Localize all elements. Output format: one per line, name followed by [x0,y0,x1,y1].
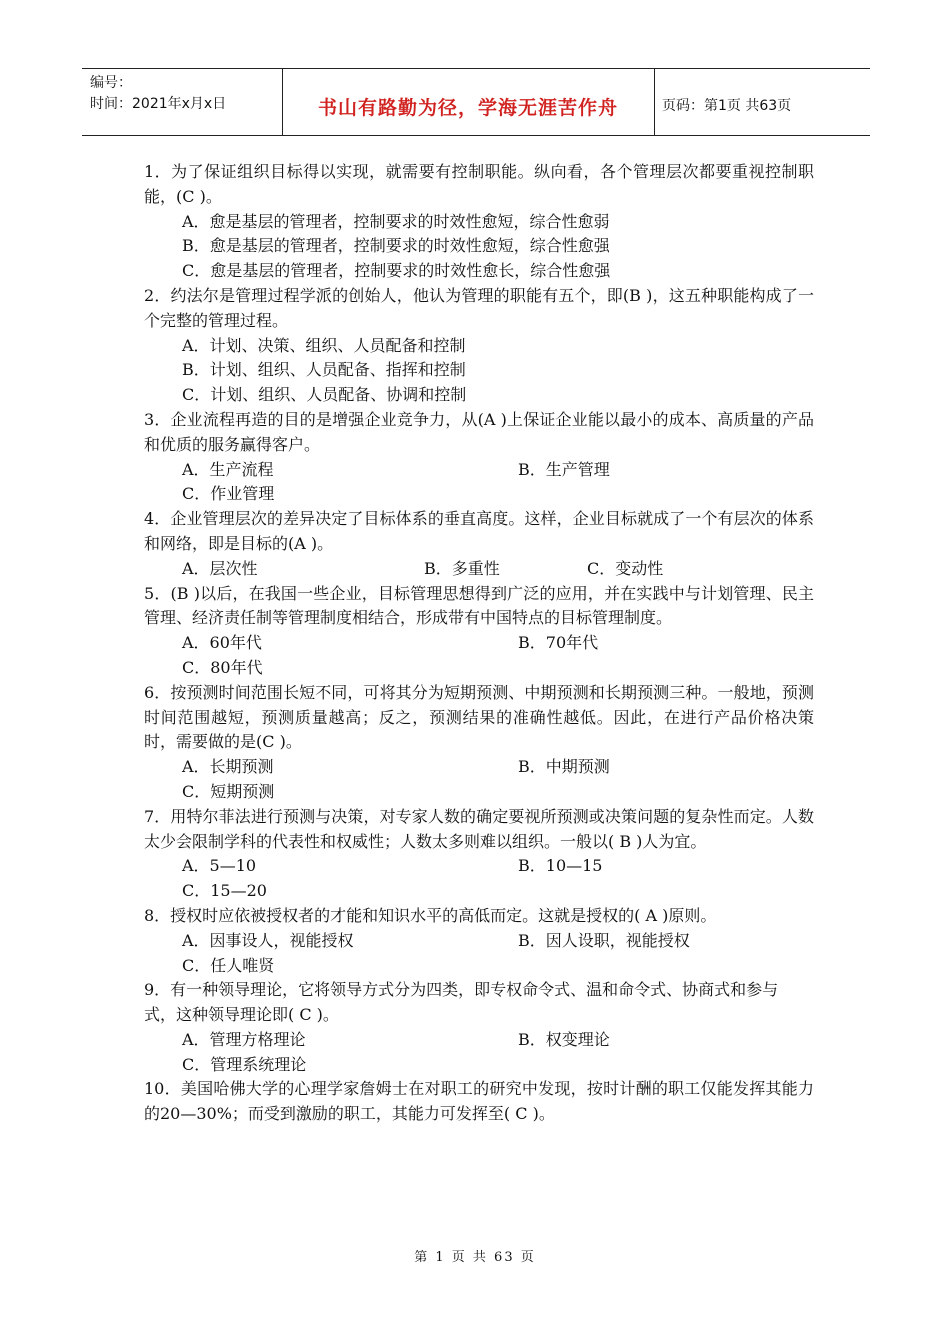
page-header [82,68,870,136]
option: A．层次性 [182,558,258,578]
option-list [144,334,814,408]
option: B．权变理论 [518,1029,610,1049]
option: C．短期预测 [182,781,275,801]
option: C．80年代 [182,657,263,677]
option: B．多重性 [424,558,500,578]
option: A．生产流程 [182,459,274,479]
question-text: 7．用特尔菲法进行预测与决策，对专家人数的确定要视所预测或决策问题的复杂性而定。人数太少会限制学科的代表性和权威性；人数太多则难以组织。一般以( B )人为宜。 [144,806,814,851]
question-text: 4．企业管理层次的差异决定了目标体系的垂直高度。这样，企业目标就成了一个有层次的体系和网络，即是目标的(A )。 [144,509,814,553]
option: C．愈是基层的管理者，控制要求的时效性愈长，综合性愈强 [182,261,611,281]
option-list [144,458,814,508]
option: A．因事设人，视能授权 [182,930,354,950]
question-text: 9．有一种领导理论，它将领导方式分为四类，即专权命令式、温和命令式、协商式和参与 [144,980,779,1000]
page-footer: 第 1 页 共 63 页 [414,1250,536,1265]
option-list [144,929,814,979]
option: B．愈是基层的管理者，控制要求的时效性愈短，综合性愈强 [182,236,610,256]
option: A．计划、决策、组织、人员配备和控制 [182,335,466,355]
time-label: 时间：2021年x月x日 [90,96,227,112]
option: C．管理系统理论 [182,1054,307,1074]
option: B．生产管理 [518,459,610,479]
option-list [144,631,814,681]
question-text: 3．企业流程再造的目的是增强企业竞争力，从(A )上保证企业能以最小的成本、高质量的产品和优质的服务赢得客户。 [144,409,814,454]
header-meta [90,73,226,115]
option: A．60年代 [182,633,262,653]
number-label: 编号： [90,75,132,91]
option: C．计划、组织、人员配备、协调和控制 [182,385,467,405]
option: C．作业管理 [182,484,275,504]
question-text: 5．(B )以后，在我国一些企业，目标管理思想得到广泛的应用，并在实践中与计划管理、民主管理、经济责任制等管理制度相结合，形成带有中国特点的目标管理制度。 [144,583,814,628]
option: B．中期预测 [518,757,610,777]
question-text: 10．美国哈佛大学的心理学家詹姆士在对职工的研究中发现，按时计酬的职工仅能发挥其能力的20—30%；而受到激励的职工，其能力可发挥至( C )。 [144,1079,814,1124]
option-list [144,1028,814,1078]
option: B．因人设职，视能授权 [518,930,690,950]
option-list [144,854,814,904]
header-motto: 书山有路勤为径，学海无涯苦作舟 [317,97,618,119]
question-text: 6．按预测时间范围长短不同，可将其分为短期预测、中期预测和长期预测三种。一般地，预测时间范围越短，预测质量越高；反之，预测结果的准确性越低。因此，在进行产品价格决策时，需要做的是(C )。 [144,682,814,752]
option: A．5—10 [182,856,257,876]
question-list [144,160,814,1127]
option: A．长期预测 [182,757,274,777]
question-text: 1．为了保证组织目标得以实现，就需要有控制职能。纵向看，各个管理层次都要重视控制职能，(C )。 [144,162,814,206]
option-list [144,557,814,582]
option: A．愈是基层的管理者，控制要求的时效性愈短，综合性愈弱 [182,211,610,231]
option: B．计划、组织、人员配备、指挥和控制 [182,360,466,380]
option: C．变动性 [587,558,664,578]
question-text-continued: 式，这种领导理论即( C )。 [144,1005,339,1025]
header-divider [654,69,655,135]
question-text: 2．约法尔是管理过程学派的创始人，他认为管理的职能有五个，即(B )，这五种职能构成了一个完整的管理过程。 [144,285,814,330]
option-list [144,210,814,284]
option: B．70年代 [518,633,599,653]
option: C．15—20 [182,881,267,901]
option: A．管理方格理论 [182,1029,306,1049]
option: B．10—15 [518,856,603,876]
option: C．任人唯贤 [182,955,275,975]
question-text: 8．授权时应依被授权者的才能和知识水平的高低而定。这就是授权的( A )原则。 [144,905,717,925]
header-page-info: 页码：第1页 共63页 [662,98,792,114]
option-list [144,755,814,805]
